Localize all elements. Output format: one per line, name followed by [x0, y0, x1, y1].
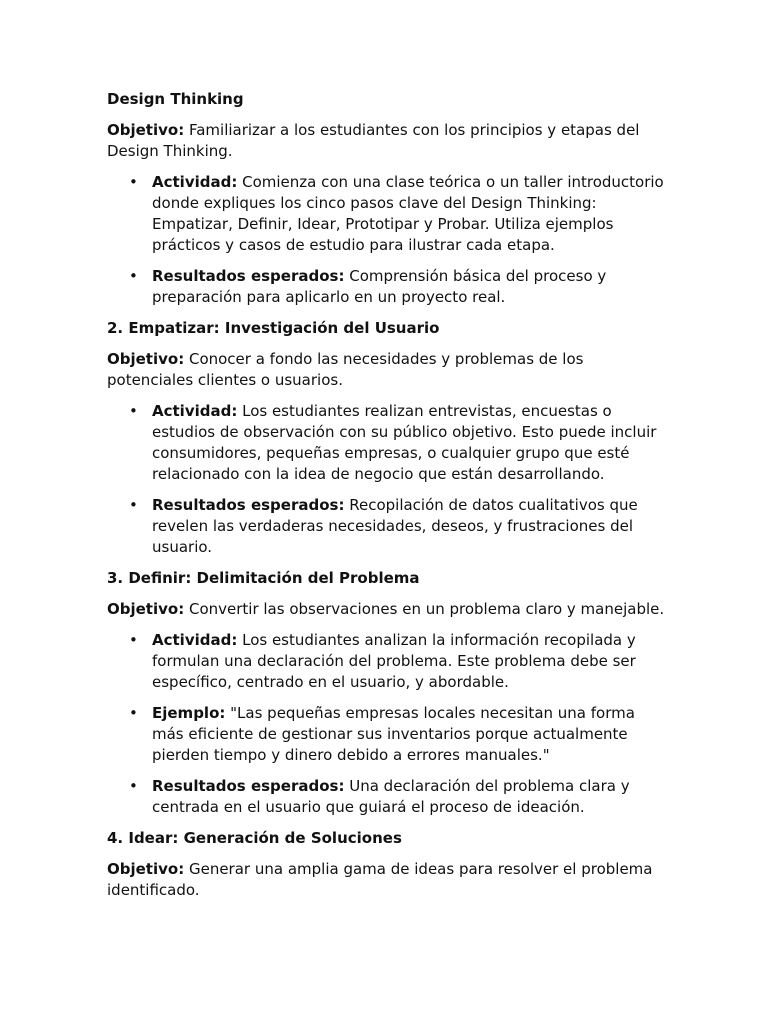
- list-item: [107, 495, 668, 558]
- bullet-icon: •: [129, 267, 138, 285]
- item-label: Actividad:: [152, 631, 238, 649]
- item-text: "Las pequeñas empresas locales necesitan una forma más eficiente de gestionar sus inventarios porque actualmente pierden tiempo y dinero debido a errores manuales.": [152, 704, 635, 764]
- objective-paragraph: [107, 599, 668, 620]
- objective-paragraph: [107, 859, 668, 901]
- section-idear: [107, 828, 668, 901]
- section-empatizar: [107, 318, 668, 558]
- bullet-icon: •: [129, 402, 138, 420]
- section-heading: 4. Idear: Generación de Soluciones: [107, 829, 402, 847]
- objective-text: Convertir las observaciones en un problema claro y manejable.: [184, 600, 665, 618]
- section-heading: 2. Empatizar: Investigación del Usuario: [107, 319, 440, 337]
- list-item: [107, 630, 668, 693]
- section-definir: [107, 568, 668, 818]
- item-label: Actividad:: [152, 173, 238, 191]
- list-item: [107, 172, 668, 256]
- bullet-icon: •: [129, 173, 138, 191]
- bullet-icon: •: [129, 777, 138, 795]
- list-item: [107, 776, 668, 818]
- objective-paragraph: [107, 349, 668, 391]
- item-label: Actividad:: [152, 402, 238, 420]
- bullet-list: [107, 630, 668, 818]
- item-text: Recopilación de datos cualitativos que revelen las verdaderas necesidades, deseos, y frustraciones del usuario.: [152, 496, 638, 556]
- objective-label: Objetivo:: [107, 350, 185, 368]
- objective-text: Generar una amplia gama de ideas para resolver el problema identificado.: [107, 860, 653, 899]
- section-heading: Design Thinking: [107, 90, 244, 108]
- bullet-icon: •: [129, 631, 138, 649]
- list-item: [107, 401, 668, 485]
- item-text: Los estudiantes analizan la información recopilada y formulan una declaración del problema. Este problema debe ser específico, centrado en el usuario, y abordable.: [152, 631, 636, 691]
- objective-label: Objetivo:: [107, 121, 185, 139]
- bullet-icon: •: [129, 496, 138, 514]
- bullet-icon: •: [129, 704, 138, 722]
- bullet-list: [107, 172, 668, 308]
- item-text: Una declaración del problema clara y centrada en el usuario que guiará el proceso de ideación.: [152, 777, 630, 816]
- list-item: [107, 266, 668, 308]
- item-label: Resultados esperados:: [152, 496, 345, 514]
- item-text: Comprensión básica del proceso y preparación para aplicarlo en un proyecto real.: [152, 267, 607, 306]
- item-label: Resultados esperados:: [152, 267, 345, 285]
- objective-text: Familiarizar a los estudiantes con los principios y etapas del Design Thinking.: [107, 121, 640, 160]
- section-heading: 3. Definir: Delimitación del Problema: [107, 569, 420, 587]
- item-text: Comienza con una clase teórica o un taller introductorio donde expliques los cinco pasos clave del Design Thinking: Empatizar, Definir, Idear, Prototipar y Probar. Utiliza ejemplos prácticos y casos de estudio para ilustrar cada etapa.: [152, 173, 664, 254]
- item-label: Ejemplo:: [152, 704, 226, 722]
- section-design-thinking: [107, 89, 668, 308]
- objective-label: Objetivo:: [107, 860, 185, 878]
- objective-label: Objetivo:: [107, 600, 185, 618]
- item-text: Los estudiantes realizan entrevistas, encuestas o estudios de observación con su público objetivo. Esto puede incluir consumidores, pequeñas empresas, o cualquier grupo que esté relacionado con la idea de negocio que están desarrollando.: [152, 402, 657, 483]
- bullet-list: [107, 401, 668, 558]
- objective-text: Conocer a fondo las necesidades y problemas de los potenciales clientes o usuarios.: [107, 350, 584, 389]
- item-label: Resultados esperados:: [152, 777, 345, 795]
- list-item: [107, 703, 668, 766]
- objective-paragraph: [107, 120, 668, 162]
